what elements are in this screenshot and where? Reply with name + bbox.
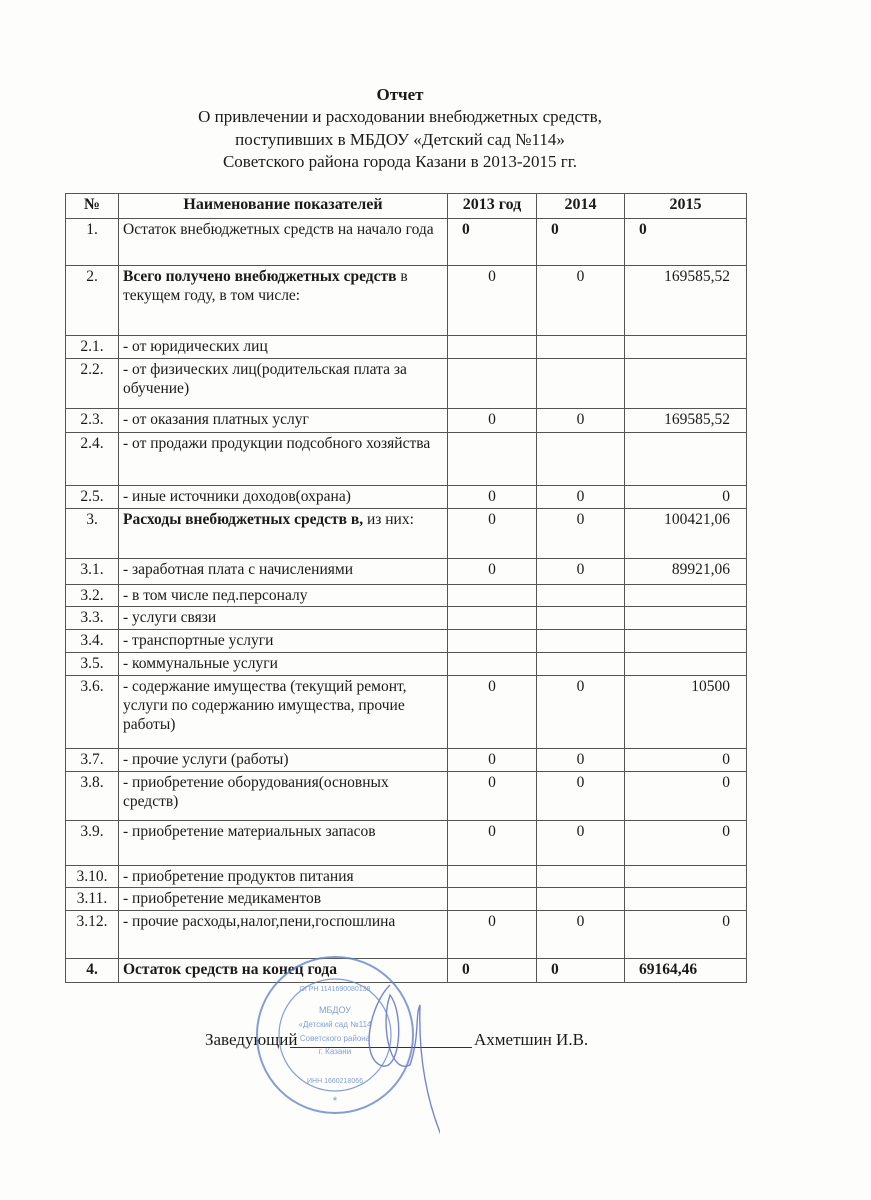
subtitle-line-3: Советского района города Казани в 2013-2015 гг. [222,152,578,171]
value-2013: 0 [448,559,537,585]
value-2014 [537,888,625,911]
row-number: 2. [66,266,119,336]
row-name [119,749,448,772]
subtitle-line-1: О привлечении и расходовании внебюджетных средств, [198,107,602,126]
row-number: 3.11. [66,888,119,911]
row-name [119,676,448,749]
table-row [66,630,747,653]
value-2013: 0 [448,509,537,559]
row-name-text: - от оказания платных услуг [123,411,309,428]
row-name [119,266,448,336]
row-number: 1. [66,219,119,266]
value-2013: 0 [448,749,537,772]
row-name-text: - прочие услуги (работы) [123,751,289,768]
value-2013 [448,866,537,888]
value-2013: 0 [448,821,537,866]
subtitle-line-2: поступивших в МБДОУ «Детский сад №114» [235,130,565,149]
value-2014 [537,433,625,486]
table-row [66,336,747,359]
value-2014: 0 [537,509,625,559]
value-2014: 0 [537,772,625,821]
value-2015: 169585,52 [625,266,747,336]
value-2014: 0 [537,676,625,749]
value-2013 [448,585,537,607]
value-2013: 0 [448,266,537,336]
row-name [119,486,448,509]
col-header-number: № [66,194,119,219]
row-name-text: - иные источники доходов(охрана) [123,488,351,505]
table-row [66,607,747,630]
col-header-2013: 2013 год [448,194,537,219]
col-header-2015: 2015 [625,194,747,219]
row-name-bold: Расходы внебюджетных средств в, [123,511,364,528]
row-number: 3. [66,509,119,559]
table-row [66,821,747,866]
value-2015 [625,607,747,630]
value-2014: 0 [537,749,625,772]
table-row [66,433,747,486]
value-2013 [448,630,537,653]
row-name-text: - коммунальные услуги [123,655,278,672]
row-name-text: - прочие расходы,налог,пени,госпошлина [123,913,396,930]
row-name [119,866,448,888]
row-name-text: - заработная плата с начислениями [123,561,353,578]
table-row [66,219,747,266]
value-2013: 0 [448,959,537,983]
row-name-text: в текущем году, в том числе: [123,268,408,304]
row-name [119,821,448,866]
value-2015 [625,433,747,486]
table-row [66,772,747,821]
value-2013: 0 [448,219,537,266]
row-name [119,630,448,653]
table-header-row [66,194,747,219]
row-number: 3.12. [66,911,119,959]
row-number: 3.6. [66,676,119,749]
row-name [119,911,448,959]
value-2015: 69164,46 [625,959,747,983]
value-2014: 0 [537,911,625,959]
value-2015 [625,585,747,607]
row-name-bold: Всего получено внебюджетных средств [123,268,397,285]
value-2013 [448,888,537,911]
row-number: 3.10. [66,866,119,888]
value-2015 [625,653,747,676]
row-name-text: - услуги связи [123,609,217,626]
table-row [66,409,747,433]
row-name-text: - в том числе пед.персоналу [123,587,308,604]
row-number: 2.3. [66,409,119,433]
signature-name: Ахметшин И.В. [474,1030,589,1049]
value-2015: 10500 [625,676,747,749]
row-number: 3.2. [66,585,119,607]
row-name [119,359,448,409]
svg-text:г. Казани: г. Казани [318,1047,352,1056]
value-2015 [625,888,747,911]
value-2015: 169585,52 [625,409,747,433]
svg-text:«Детский сад №114: «Детский сад №114 [298,1020,372,1029]
value-2015: 0 [625,219,747,266]
value-2014 [537,607,625,630]
value-2014 [537,359,625,409]
signature-position: Заведующий [205,1030,298,1049]
row-name-text: - приобретение оборудования(основных средств) [123,774,389,810]
table-row [66,676,747,749]
svg-text:ОГРН 1141690080138: ОГРН 1141690080138 [299,986,371,993]
value-2015: 0 [625,911,747,959]
row-name-text: из них: [363,511,414,528]
table-row [66,486,747,509]
value-2014 [537,630,625,653]
value-2014: 0 [537,559,625,585]
row-number: 2.5. [66,486,119,509]
value-2015: 0 [625,486,747,509]
row-number: 2.2. [66,359,119,409]
table-row [66,509,747,559]
row-name [119,585,448,607]
row-name-text: - от продажи продукции подсобного хозяйства [123,435,431,452]
row-name [119,409,448,433]
document-title: Отчет [376,85,424,104]
row-name-text: - приобретение материальных запасов [123,823,376,840]
value-2015: 89921,06 [625,559,747,585]
value-2013: 0 [448,486,537,509]
svg-text:МБДОУ: МБДОУ [318,1005,352,1015]
row-number: 2.1. [66,336,119,359]
value-2014: 0 [537,486,625,509]
value-2015: 0 [625,749,747,772]
svg-text:Советского района: Советского района [299,1034,371,1043]
value-2015: 0 [625,772,747,821]
value-2015 [625,630,747,653]
row-number: 3.5. [66,653,119,676]
value-2014: 0 [537,821,625,866]
table-row [66,585,747,607]
row-name [119,559,448,585]
row-name [119,509,448,559]
value-2013 [448,336,537,359]
row-name-text: Остаток внебюджетных средств на начало года [123,221,434,238]
row-name-text: - приобретение медикаментов [123,890,322,907]
value-2013 [448,359,537,409]
table-row [66,653,747,676]
row-name-text: - содержание имущества (текущий ремонт, услуги по содержанию имущества, прочие работы) [123,678,407,733]
row-name [119,653,448,676]
row-number: 3.7. [66,749,119,772]
svg-text:ИНН 1660218066: ИНН 1660218066 [306,1078,364,1085]
report-table [65,193,747,983]
row-number: 3.8. [66,772,119,821]
official-stamp [240,955,440,1155]
value-2014 [537,653,625,676]
value-2015: 100421,06 [625,509,747,559]
value-2014 [537,336,625,359]
value-2015 [625,866,747,888]
value-2015 [625,336,747,359]
row-name [119,433,448,486]
row-number: 4. [66,959,119,983]
row-name [119,888,448,911]
value-2015 [625,359,747,409]
value-2014: 0 [537,219,625,266]
row-name-bold: Остаток средств на конец года [123,961,338,978]
row-number: 2.4. [66,433,119,486]
table-row [66,559,747,585]
col-header-name: Наименование показателей [119,194,448,219]
table-row [66,911,747,959]
row-name [119,772,448,821]
row-number: 3.3. [66,607,119,630]
row-number: 3.1. [66,559,119,585]
col-header-2014: 2014 [537,194,625,219]
svg-text:*: * [332,1094,338,1108]
row-number: 3.4. [66,630,119,653]
row-name-text: - приобретение продуктов питания [123,868,354,885]
value-2013: 0 [448,911,537,959]
table-row [66,749,747,772]
value-2013 [448,607,537,630]
row-number: 3.9. [66,821,119,866]
row-name-text: - транспортные услуги [123,632,274,649]
value-2015: 0 [625,821,747,866]
table-row [66,888,747,911]
row-name-text: - от физических лиц(родительская плата за обучение) [123,361,407,397]
value-2014: 0 [537,266,625,336]
row-name [119,219,448,266]
value-2013: 0 [448,409,537,433]
value-2014 [537,866,625,888]
table-row [66,359,747,409]
row-name [119,607,448,630]
table-row [66,866,747,888]
value-2014: 0 [537,409,625,433]
value-2013: 0 [448,676,537,749]
value-2013 [448,433,537,486]
value-2013 [448,653,537,676]
value-2014 [537,585,625,607]
row-name [119,336,448,359]
row-name-text: - от юридических лиц [123,338,268,355]
value-2014: 0 [537,959,625,983]
value-2013: 0 [448,772,537,821]
table-row [66,266,747,336]
